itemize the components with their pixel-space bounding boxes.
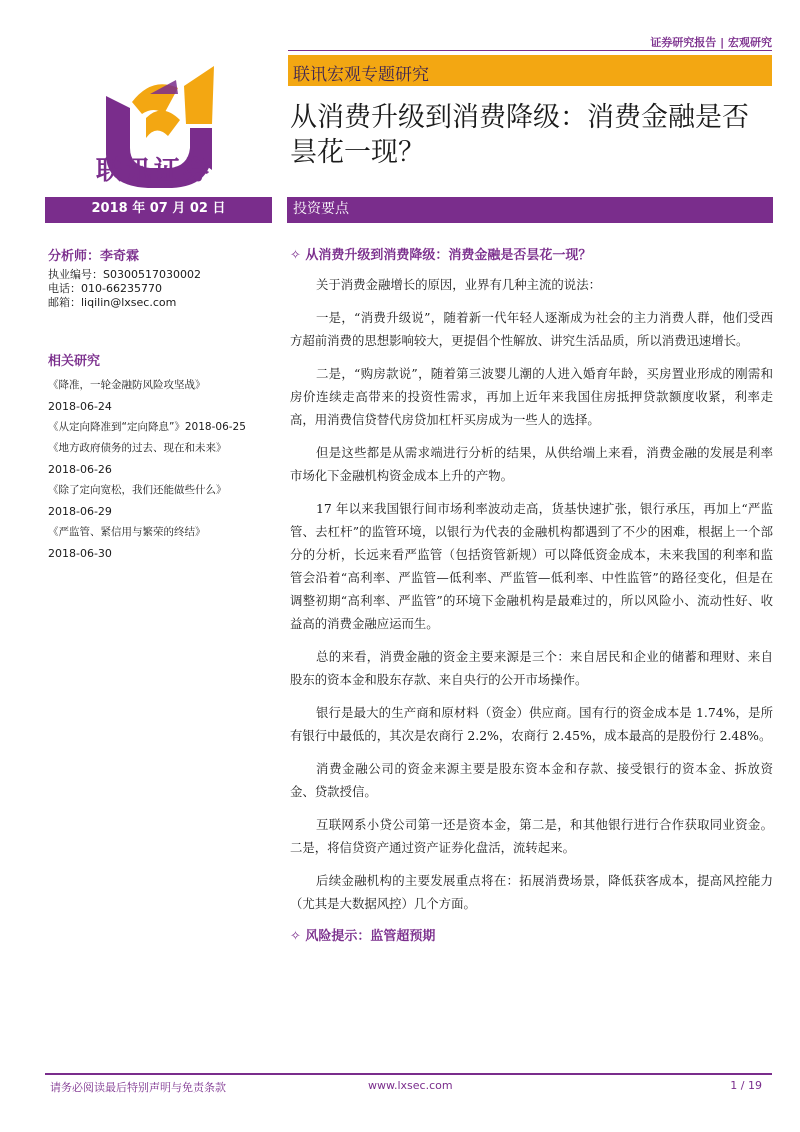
header-divider	[288, 50, 772, 51]
analyst-phone: 电话：010-66235770	[48, 282, 162, 295]
body-paragraph: 一是，“消费升级说”，随着新一代年轻人逐渐成为社会的主力消费人群，他们受西方超前消费的思想影响较大，更提倡个性解放、讲究生活品质，所以消费迅速增长。	[290, 310, 773, 348]
related-item-date: 2018-06-29	[48, 505, 112, 518]
main-content	[290, 244, 773, 944]
series-title: 联讯宏观专题研究	[293, 65, 429, 85]
analyst-email[interactable]: 邮箱：liqilin@lxsec.com	[48, 296, 177, 309]
related-item-date: 2018-06-30	[48, 547, 112, 560]
company-name-logo-text: 联讯证券	[96, 156, 213, 186]
report-category-tag: 证券研究报告 | 宏观研究	[650, 36, 772, 49]
analyst-license: 执业编号：S0300517030002	[48, 268, 201, 281]
body-paragraph: 关于消费金融增长的原因，业界有几种主流的说法：	[316, 277, 601, 292]
main-heading: ✧ 从消费升级到消费降级：消费金融是否昙花一现？	[290, 248, 592, 263]
body-paragraph: 17 年以来我国银行间市场利率波动走高，货基快速扩张，银行承压，再加上“严监管、去杠杆”的监管环境，以银行为代表的金融机构都遇到了不少的困难，根据上一个部分的分析，长远来看严监管（包括资管新规）可以降低资金成本，未来我国的利率和监管会沿着“高利率、严监管—低利率、严监管—低利率、中性监管”的路径变化，但是在调整初期“高利率、严监管”的环境下金融机构是最难过的，所以风险小、流动性好、收益高的消费金融应运而生。	[290, 501, 773, 631]
analyst-info	[48, 245, 273, 310]
report-title: 从消费升级到消费降级：消费金融是否昙花一现？	[290, 102, 749, 168]
related-item-title[interactable]: 《除了定向宽松，我们还能做些什么》	[48, 484, 227, 496]
body-paragraph: 总的来看，消费金融的资金主要来源是三个：来自居民和企业的储蓄和理财、来自股东的资本金和股东存款、来自央行的公开市场操作。	[290, 649, 773, 687]
body-paragraph: 银行是最大的生产商和原材料（资金）供应商。国有行的资金成本是 1.74%，是所有银行中最低的，其次是农商行 2.2%，农商行 2.45%，成本最高的是股份行 2.48%。	[290, 705, 773, 743]
risk-warning: ✧ 风险提示：监管超预期	[290, 929, 436, 944]
section-title: 投资要点	[287, 197, 773, 221]
related-research	[48, 350, 273, 564]
analyst-name: 分析师：李奇霖	[48, 249, 140, 264]
related-item-title[interactable]: 《严监管、紧信用与繁荣的终结》	[48, 526, 206, 538]
body-paragraph: 互联网系小贷公司第一还是资本金，第二是，和其他银行进行合作获取同业资金。二是，将信贷资产通过资产证券化盘活，流转起来。	[290, 817, 773, 855]
related-item-title[interactable]: 《地方政府债务的过去、现在和未来》	[48, 442, 227, 454]
footer-divider	[45, 1073, 772, 1075]
body-paragraph: 但是这些都是从需求端进行分析的结果，从供给端上来看，消费金融的发展是利率市场化下金融机构资金成本上升的产物。	[290, 445, 773, 483]
report-date: 2018 年 07 月 02 日	[45, 197, 272, 221]
related-item-title[interactable]: 《从定向降准到“定向降息”》2018-06-25	[48, 421, 246, 433]
page-number: 1 / 19	[730, 1079, 762, 1092]
related-item-date: 2018-06-24	[48, 400, 112, 413]
related-research-heading: 相关研究	[48, 354, 101, 369]
related-item-title[interactable]: 《降准，一轮金融防风险攻坚战》	[48, 379, 206, 391]
footer-website-link[interactable]: www.lxsec.com	[368, 1079, 453, 1092]
footer-disclaimer: 请务必阅读最后特别声明与免责条款	[50, 1081, 226, 1094]
body-paragraph: 后续金融机构的主要发展重点将在：拓展消费场景，降低获客成本，提高风控能力（尤其是大数据风控）几个方面。	[290, 873, 773, 911]
section-divider	[287, 221, 773, 223]
date-divider	[45, 221, 272, 223]
body-paragraph: 消费金融公司的资金来源主要是股东资本金和存款、接受银行的资本金、拆放资金、贷款授信。	[290, 761, 773, 799]
related-item-date: 2018-06-26	[48, 463, 112, 476]
body-paragraph: 二是，“购房款说”，随着第三波婴儿潮的人进入婚育年龄，买房置业形成的刚需和房价连续走高带来的投资性需求，再加上近年来我国住房抵押贷款额度收紧，利率走高，用消费信贷替代房贷加杠杆买房成为一些人的选择。	[290, 366, 773, 427]
